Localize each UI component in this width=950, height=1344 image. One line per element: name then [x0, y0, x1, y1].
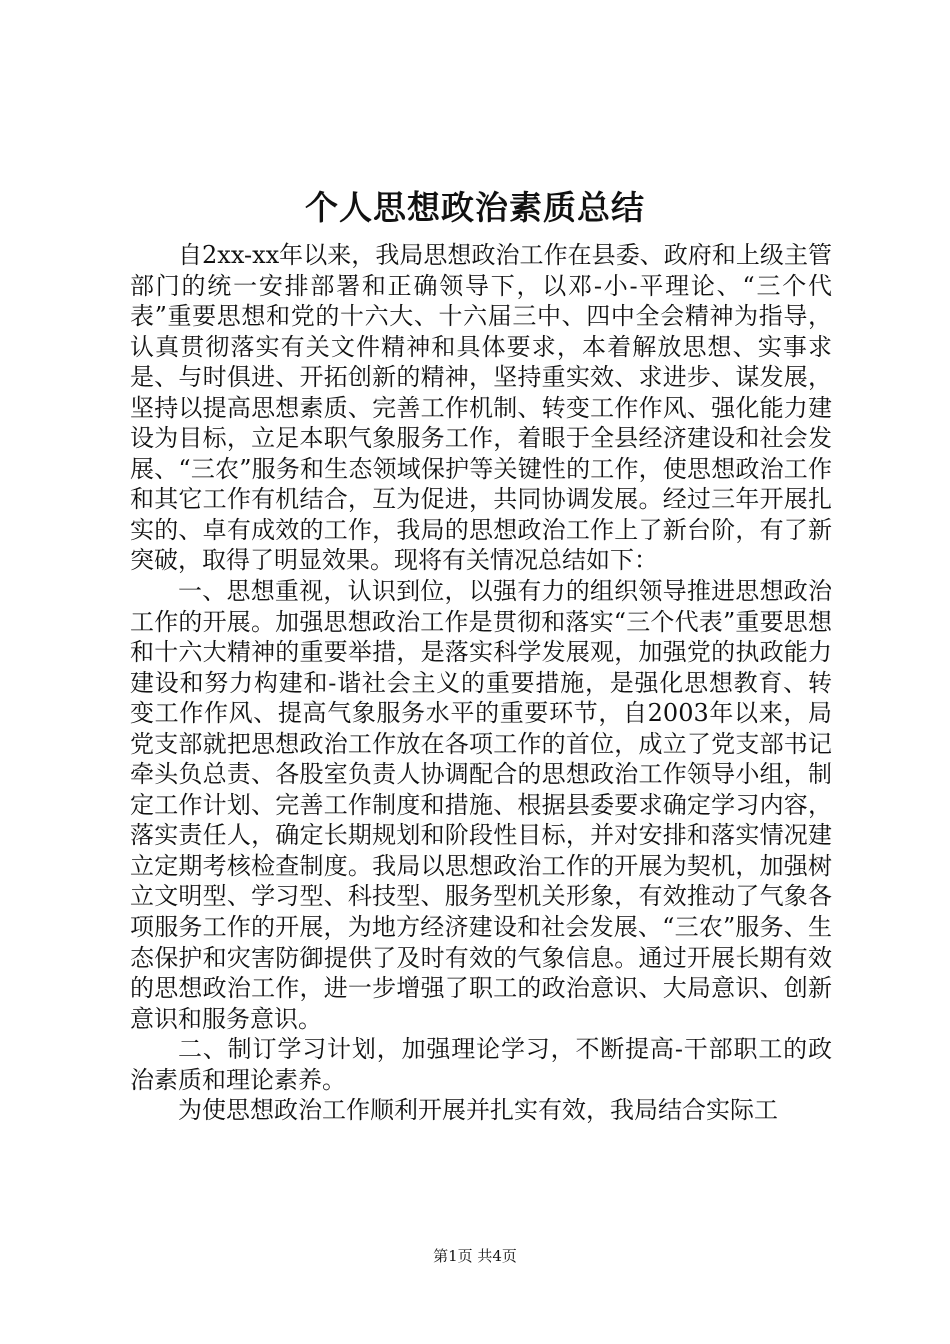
paragraph-section-2-heading: 二、制订学习计划，加强理论学习，不断提高-干部职工的政治素质和理论素养。	[130, 1035, 832, 1094]
document-body	[130, 240, 832, 1126]
paragraph-intro: 自2xx-xx年以来，我局思想政治工作在县委、政府和上级主管部门的统一安排部署和正确领导下，以邓-小-平理论、“三个代表”重要思想和党的十六大、十六届三中、四中全会精神为指导，认真贯彻落实有关文件精神和具体要求，本着解放思想、实事求是、与时俱进、开拓创新的精神，坚持重实效、求进步、谋发展，坚持以提高思想素质、完善工作机制、转变工作作风、强化能力建设为目标，立足本职气象服务工作，着眼于全县经济建设和社会发展、“三农”服务和生态领域保护等关键性的工作，使思想政治工作和其它工作有机结合，互为促进，共同协调发展。经过三年开展扎实的、卓有成效的工作，我局的思想政治工作上了新台阶，有了新突破，取得了明显效果。现将有关情况总结如下：	[130, 241, 832, 575]
page-number-footer: 第1页 共4页	[433, 1247, 517, 1265]
paragraph-section-1: 一、思想重视，认识到位，以强有力的组织领导推进思想政治工作的开展。加强思想政治工作是贯彻和落实“三个代表”重要思想和十六大精神的重要举措，是落实科学发展观，加强党的执政能力建设和努力构建和-谐社会主义的重要措施，是强化思想教育、转变工作作风、提高气象服务水平的重要环节，自2003年以来，局党支部就把思想政治工作放在各项工作的首位，成立了党支部书记牵头负总责、各股室负责人协调配合的思想政治工作领导小组，制定工作计划、完善工作制度和措施、根据县委要求确定学习内容，落实责任人，确定长期规划和阶段性目标，并对安排和落实情况建立定期考核检查制度。我局以思想政治工作的开展为契机，加强树立文明型、学习型、科技型、服务型机关形象，有效推动了气象各项服务工作的开展，为地方经济建设和社会发展、“三农”服务、生态保护和灾害防御提供了及时有效的气象信息。通过开展长期有效的思想政治工作，进一步增强了职工的政治意识、大局意识、创新意识和服务意识。	[130, 577, 832, 1033]
paragraph-section-2-body: 为使思想政治工作顺利开展并扎实有效，我局结合实际工	[178, 1096, 778, 1125]
document-title: 个人思想政治素质总结	[305, 188, 645, 227]
